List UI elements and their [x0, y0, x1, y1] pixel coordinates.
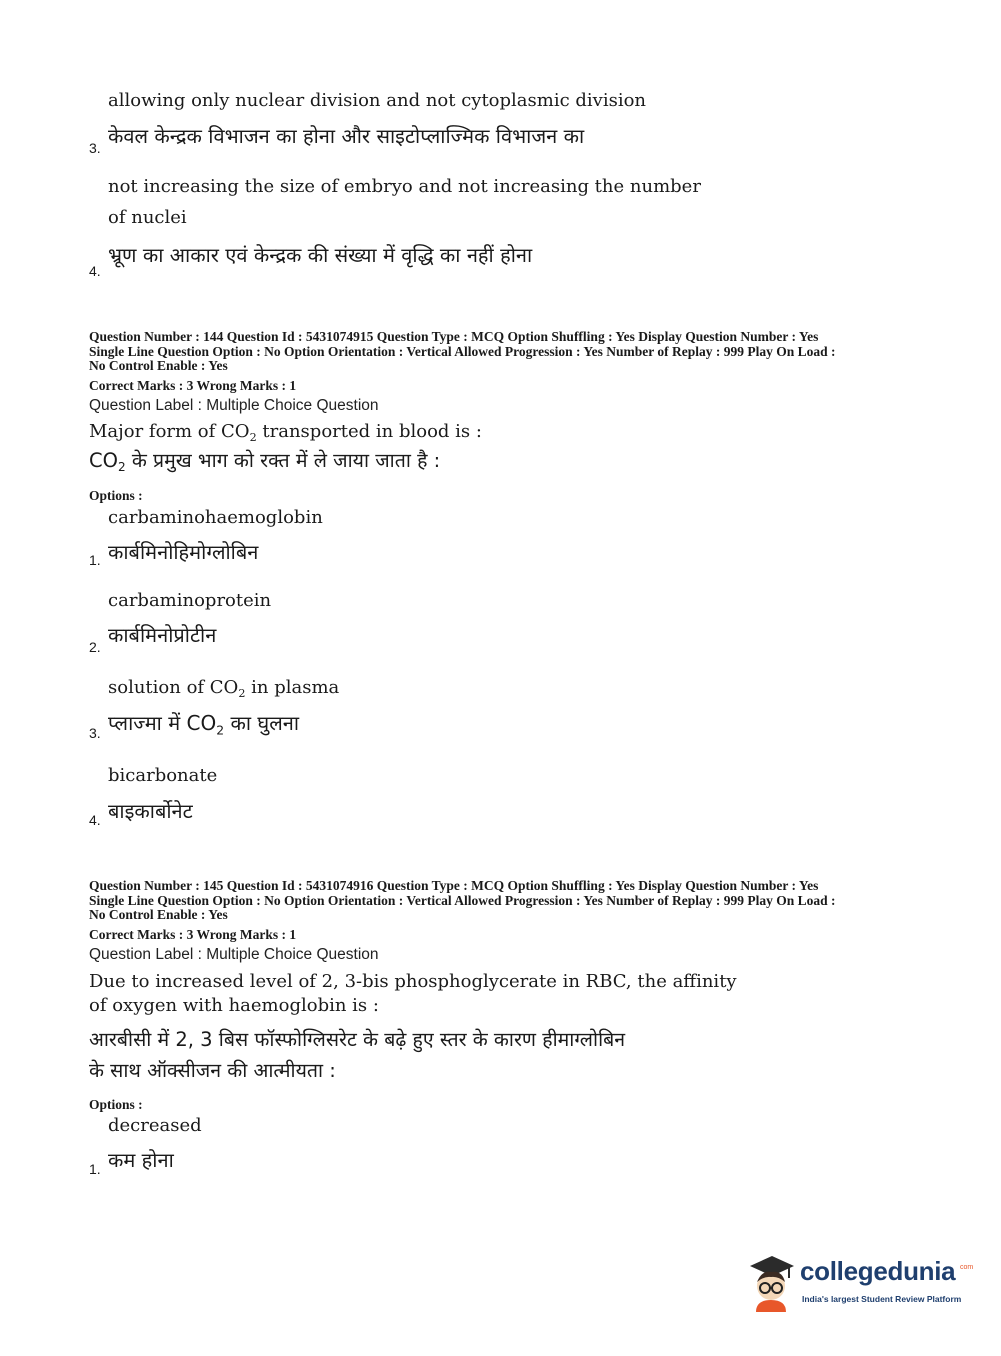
logo-tagline: India's largest Student Review Platform: [802, 1294, 962, 1304]
prev-option-3-hindi: केवल केन्द्रक विभाजन का होना और साइटोप्लाज्मिक विभाजन का: [108, 124, 585, 148]
q144-english-part2: transported in blood is :: [256, 421, 482, 442]
q145-meta-line2: Single Line Question Option : No Option Orientation : Vertical Allowed Progression : Yes Number of Replay : 999 Play On Load :: [89, 892, 836, 908]
q145-option-1-hindi: कम होना: [108, 1148, 174, 1172]
q144-option-2-hindi: कार्बमिनोप्रोटीन: [108, 623, 217, 647]
q145-question-hindi-line1: आरबीसी में 2, 3 बिस फॉस्फोग्लिसरेट के बढ़े हुए स्तर के कारण हीमाग्लोबिन: [89, 1028, 626, 1051]
q145-question-english-line2: of oxygen with haemoglobin is :: [89, 995, 379, 1016]
q144-option-3-hindi-part2: का घुलना: [224, 711, 300, 735]
q144-option-3-english: [108, 676, 339, 700]
q144-option-3-english-part2: in plasma: [245, 677, 340, 698]
q145-option-1-english: decreased: [108, 1115, 202, 1136]
q144-meta-line1: Question Number : 144 Question Id : 5431074915 Question Type : MCQ Option Shuffling : Yes Display Question Number : Yes: [89, 329, 819, 344]
q144-question-hindi: [89, 446, 440, 476]
prev-option-4-hindi: भ्रूण का आकार एवं केन्द्रक की संख्या में वृद्धि का नहीं होना: [108, 243, 533, 267]
q145-question-label: Question Label : Multiple Choice Question: [89, 946, 379, 963]
prev-option-4-number: 4.: [89, 263, 101, 279]
q145-marks: Correct Marks : 3 Wrong Marks : 1: [89, 927, 297, 942]
q145-question-english-line1: Due to increased level of 2, 3-bis phosphoglycerate in RBC, the affinity: [89, 971, 737, 992]
q144-option-2-english: carbaminoprotein: [108, 590, 272, 611]
q145-meta: [89, 879, 919, 923]
q144-option-3-hindi-subscript: 2: [216, 722, 225, 738]
prev-option-3-number: 3.: [89, 140, 101, 156]
q144-english-subscript: 2: [249, 430, 257, 444]
q145-option-1-number: 1.: [89, 1161, 101, 1177]
q144-marks: Correct Marks : 3 Wrong Marks : 1: [89, 378, 297, 393]
q145-meta-line3: No Control Enable : Yes: [89, 907, 228, 922]
q144-option-2-number: 2.: [89, 639, 101, 655]
q145-question-hindi-line2: के साथ ऑक्सीजन की आत्मीयता :: [89, 1059, 336, 1082]
q144-meta-line2: Single Line Question Option : No Option Orientation : Vertical Allowed Progression : Yes Number of Replay : 999 Play On Load :: [89, 343, 836, 359]
q144-english-part1: Major form of CO: [89, 421, 250, 442]
q144-hindi-part2: के प्रमुख भाग को रक्त में ले जाया जाता है :: [125, 449, 441, 472]
q144-option-3-english-subscript: 2: [238, 686, 246, 700]
q144-option-4-english: bicarbonate: [108, 765, 218, 786]
prev-option-4-english-line2: of nuclei: [108, 207, 187, 228]
collegedunia-logo: [742, 1250, 972, 1316]
q144-meta: [89, 330, 919, 374]
q144-option-3-number: 3.: [89, 725, 101, 741]
logo-registered-mark: com: [960, 1264, 974, 1271]
q144-option-3-hindi: [108, 709, 299, 737]
q144-meta-line3: No Control Enable : Yes: [89, 358, 228, 373]
q144-option-1-hindi: कार्बमिनोहिमोग्लोबिन: [108, 540, 259, 564]
prev-option-4-english-line1: not increasing the size of embryo and not increasing the number: [108, 176, 701, 197]
q144-option-4-number: 4.: [89, 812, 101, 828]
q144-option-1-number: 1.: [89, 552, 101, 568]
q145-meta-line1: Question Number : 145 Question Id : 5431074916 Question Type : MCQ Option Shuffling : Yes Display Question Number : Yes: [89, 878, 819, 893]
q144-option-1-english: carbaminohaemoglobin: [108, 507, 323, 528]
q145-options-label: Options :: [89, 1097, 143, 1112]
q144-option-3-hindi-part1: प्लाज्मा में CO: [108, 711, 217, 735]
q144-question-label: Question Label : Multiple Choice Question: [89, 397, 379, 414]
q144-hindi-subscript: 2: [117, 460, 126, 475]
logo-brand-text: collegedunia: [800, 1256, 956, 1286]
mascot-icon: [742, 1250, 800, 1312]
q144-question-english: [89, 419, 482, 444]
q144-option-4-hindi: बाइकार्बोनेट: [108, 799, 193, 823]
q144-options-label: Options :: [89, 488, 143, 503]
prev-option-3-english: allowing only nuclear division and not cytoplasmic division: [108, 90, 647, 111]
q144-hindi-part1: CO: [89, 449, 118, 472]
q144-option-3-english-part1: solution of CO: [108, 677, 239, 698]
